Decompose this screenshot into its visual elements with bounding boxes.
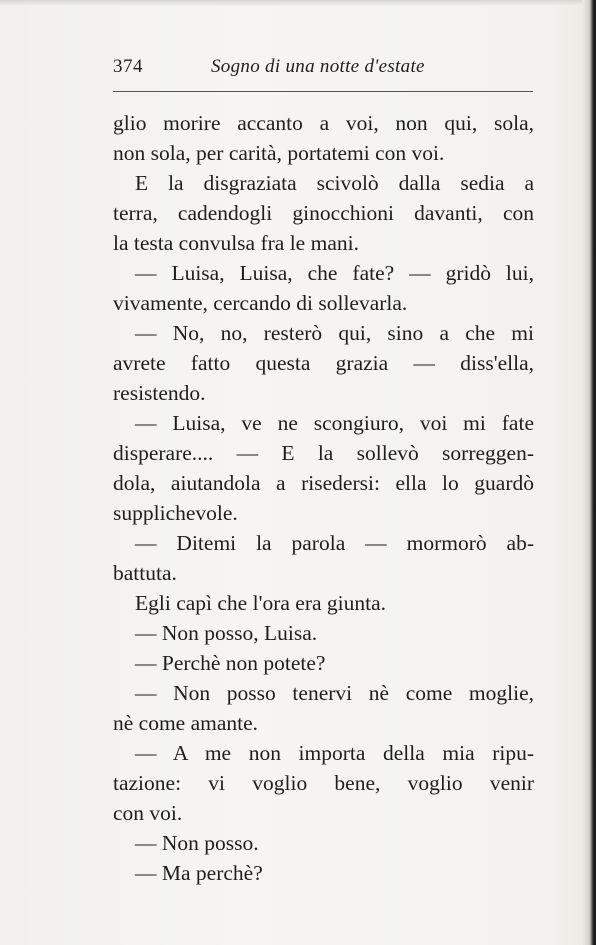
text-line: — Non posso tenervi nè come moglie, <box>135 681 534 705</box>
text-line: — Perchè non potete? <box>135 651 326 675</box>
text-line: dola, aiutandola a risedersi: ella lo guardò <box>113 471 534 495</box>
text-line: E la disgraziata scivolò dalla sedia a <box>135 171 534 195</box>
page-binding-edge <box>582 0 596 945</box>
text-line: la testa convulsa fra le mani. <box>113 231 359 255</box>
text-line: — Non posso, Luisa. <box>135 621 318 645</box>
page-top-edge <box>0 0 596 6</box>
text-line: glio morire accanto a voi, non qui, sola, <box>113 111 534 135</box>
text-line: terra, cadendogli ginocchioni davanti, con <box>113 201 534 225</box>
text-line: con voi. <box>113 801 183 825</box>
page-number: 374 <box>113 56 143 77</box>
text-line: nè come amante. <box>113 711 259 735</box>
text-line: avrete fatto questa grazia — diss'ella, <box>113 351 534 375</box>
text-line: — Non posso. <box>135 831 259 855</box>
text-line: vivamente, cercando di sollevarla. <box>113 291 408 315</box>
text-line: — Luisa, Luisa, che fate? — gridò lui, <box>135 261 534 285</box>
text-line: — Ditemi la parola — mormorò ab- <box>135 531 534 555</box>
text-line: Egli capì che l'ora era giunta. <box>135 591 387 615</box>
text-line: — A me non importa della mia ripu- <box>135 741 534 765</box>
text-line: — Luisa, ve ne scongiuro, voi mi fate <box>135 411 534 435</box>
text-line: — No, no, resterò qui, sino a che mi <box>135 321 534 345</box>
running-title: Sogno di una notte d'estate <box>211 56 425 77</box>
text-line: non sola, per carità, portatemi con voi. <box>113 141 445 165</box>
text-line: disperare.... — E la sollevò sorreggen- <box>113 441 534 465</box>
text-line: — Ma perchè? <box>135 861 263 885</box>
text-line: supplichevole. <box>113 501 238 525</box>
body-text <box>113 108 534 888</box>
text-line: tazione: vi voglio bene, voglio venir <box>113 771 534 795</box>
text-line: battuta. <box>113 561 177 585</box>
page-header <box>113 56 533 84</box>
text-line: resistendo. <box>113 381 206 405</box>
header-rule <box>113 91 533 92</box>
